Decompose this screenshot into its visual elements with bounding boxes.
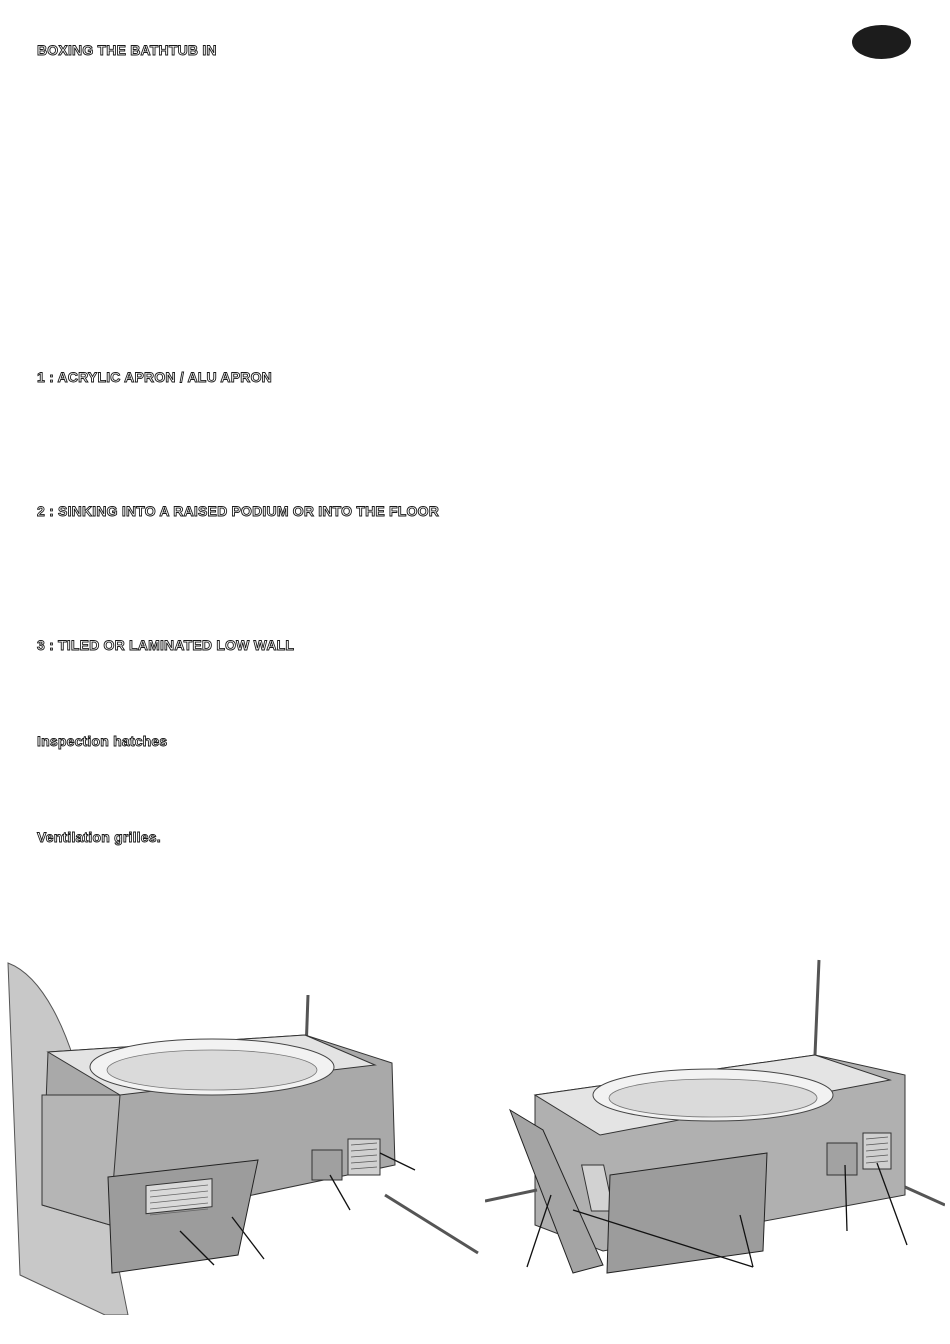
section-heading-3: 3 : TILED OR LAMINATED LOW WALL xyxy=(37,637,295,653)
page-title: BOXING THE BATHTUB IN xyxy=(37,42,217,58)
ventilation-grilles-heading: Ventilation grilles. xyxy=(37,829,161,845)
boxed-bathtub-illustration-right xyxy=(485,955,945,1315)
section-heading-1: 1 : ACRYLIC APRON / ALU APRON xyxy=(37,369,272,385)
inspection-hatches-heading: Inspection hatches xyxy=(37,733,168,749)
language-badge xyxy=(852,25,911,59)
section-heading-2: 2 : SINKING INTO A RAISED PODIUM OR INTO THE FLOOR xyxy=(37,503,440,519)
boxed-bathtub-illustration-left xyxy=(0,955,485,1315)
